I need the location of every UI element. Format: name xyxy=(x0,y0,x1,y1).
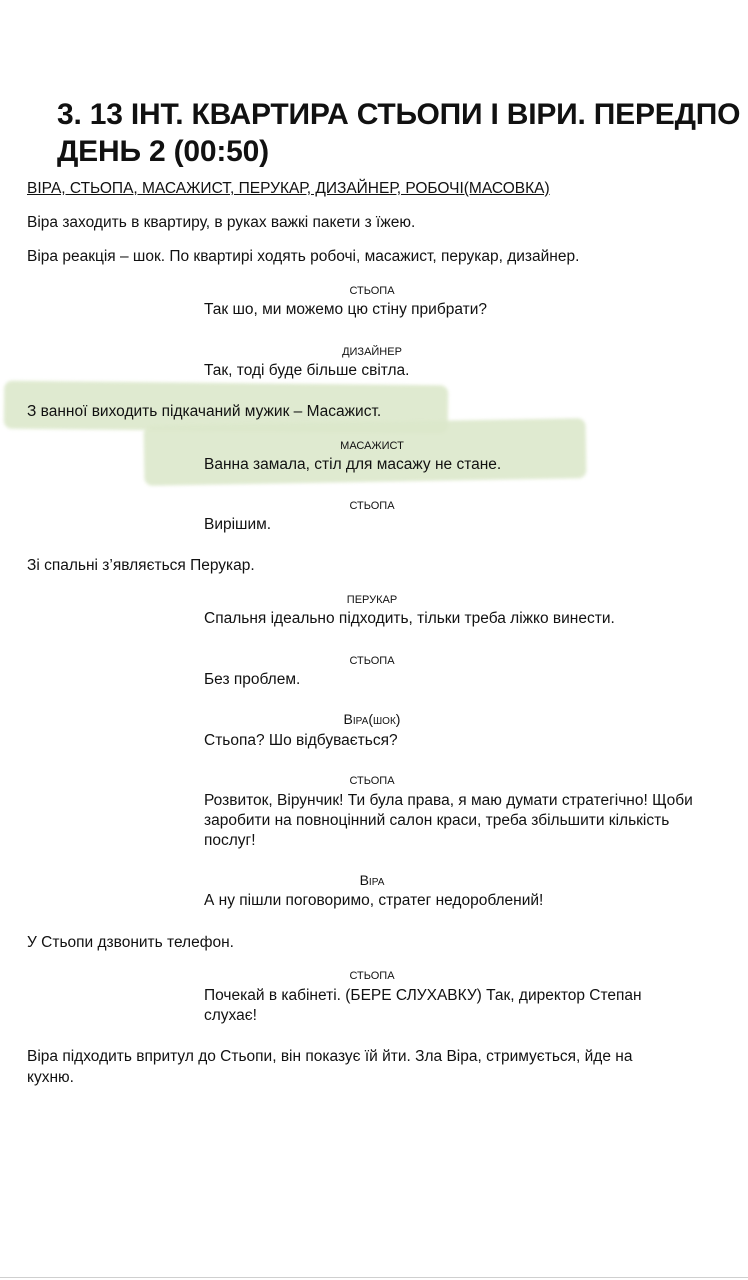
action-line: Зі спальні з’являється Перукар. xyxy=(27,557,255,574)
character-name: Віра xyxy=(359,872,385,888)
action-line xyxy=(27,1046,632,1088)
dialogue xyxy=(204,986,642,1026)
dialogue-line: заробити на повноцінний салон краси, треба збільшити кількість xyxy=(204,812,670,829)
character-name: СТЬОПА xyxy=(349,775,395,787)
character-name: ПЕРУКАР xyxy=(346,594,398,606)
dialogue-line: Почекай в кабінеті. (БЕРЕ СЛУХАВКУ) Так, директор Степан xyxy=(204,987,642,1004)
dialogue-line: Розвиток, Вірунчик! Ти була права, я маю думати стратегічно! Щоби xyxy=(204,792,693,809)
dialogue: Ванна замала, стіл для масажу не стане. xyxy=(204,456,502,473)
page-bottom-divider xyxy=(0,1277,748,1278)
action-line: Віра заходить в квартиру, в руках важкі пакети з їжею. xyxy=(27,214,416,231)
character-name: ДИЗАЙНЕР xyxy=(342,346,402,358)
dialogue: А ну пішли поговоримо, стратег недороблений! xyxy=(204,892,544,909)
character-name: МАСАЖИСТ xyxy=(340,440,404,452)
dialogue-line: послуг! xyxy=(204,832,256,849)
action-text-line: кухню. xyxy=(27,1069,74,1086)
cast-list: ВІРА, СТЬОПА, МАСАЖИСТ, ПЕРУКАР, ДИЗАЙНЕР, РОБОЧІ(МАСОВКА) xyxy=(27,180,550,197)
action-text-line: Віра підходить впритул до Стьопи, він показує їй йти. Зла Віра, стримується, йде на xyxy=(27,1048,633,1065)
scene-heading xyxy=(57,96,740,170)
dialogue: Без проблем. xyxy=(204,671,301,688)
action-line: З ванної виходить підкачаний мужик – Масажист. xyxy=(27,403,382,420)
scene-heading-line: 3. 13 ІНТ. КВАРТИРА СТЬОПИ І ВІРИ. ПЕРЕДПО xyxy=(57,98,741,131)
dialogue: Так шо, ми можемо цю стіну прибрати? xyxy=(204,301,487,318)
dialogue: Стьопа? Шо відбувається? xyxy=(204,732,398,749)
dialogue: Спальня ідеально підходить, тільки треба ліжко винести. xyxy=(204,610,615,627)
action-line: У Стьопи дзвонить телефон. xyxy=(27,934,234,951)
action-line: Віра реакція – шок. По квартирі ходять робочі, масажист, перукар, дизайнер. xyxy=(27,248,580,265)
highlight-mark xyxy=(144,418,587,486)
dialogue: Так, тоді буде більше світла. xyxy=(204,362,410,379)
scene-heading-line: ДЕНЬ 2 (00:50) xyxy=(57,135,269,168)
dialogue xyxy=(204,791,693,851)
character-name: СТЬОПА xyxy=(349,500,395,512)
character-name: СТЬОПА xyxy=(349,655,395,667)
character-name: Віра(шок) xyxy=(343,711,401,727)
character-name: СТЬОПА xyxy=(349,970,395,982)
dialogue-line: слухає! xyxy=(204,1007,257,1024)
character-name: СТЬОПА xyxy=(349,285,395,297)
dialogue: Вирішим. xyxy=(204,516,272,533)
